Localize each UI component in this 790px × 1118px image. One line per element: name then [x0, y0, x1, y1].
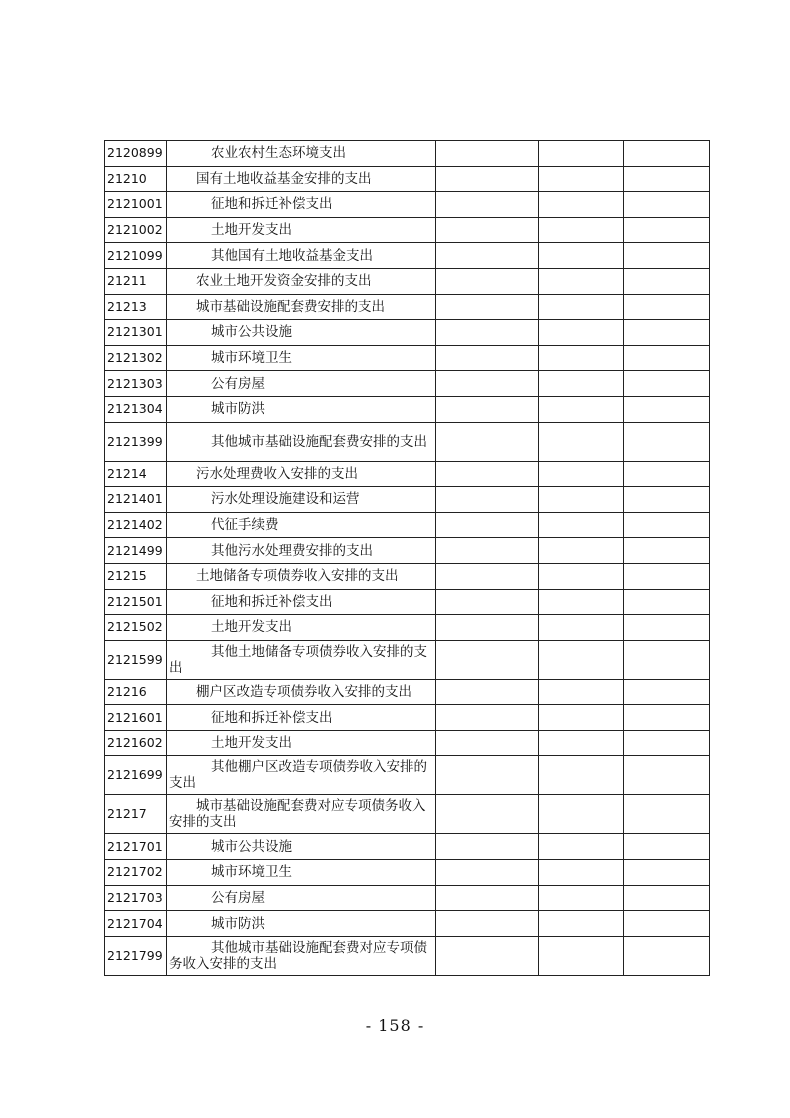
- subject-name-cell: [167, 461, 436, 487]
- subject-name-cell: [167, 705, 436, 731]
- subject-code-cell: 2121001: [105, 192, 167, 218]
- subject-name-cell: [167, 860, 436, 886]
- subject-code-cell: 2121002: [105, 217, 167, 243]
- subject-name-text: 代征手续费: [211, 517, 279, 534]
- subject-name-cell: [167, 422, 436, 461]
- amount-cell: [624, 294, 710, 320]
- amount-cell: [436, 705, 539, 731]
- subject-name-text: 城市防洪: [211, 401, 265, 418]
- subject-code-cell: 2121303: [105, 371, 167, 397]
- subject-name-text: 公有房屋: [211, 889, 265, 906]
- table-row: [105, 756, 710, 795]
- amount-cell: [436, 461, 539, 487]
- page-number: - 158 -: [365, 1016, 425, 1035]
- subject-code-cell: 2120899: [105, 141, 167, 167]
- subject-code-cell: 21210: [105, 166, 167, 192]
- amount-cell: [436, 679, 539, 705]
- amount-cell: [436, 538, 539, 564]
- table-row: [105, 615, 710, 641]
- table-row: [105, 640, 710, 679]
- amount-cell: [539, 834, 624, 860]
- subject-name-cell: [167, 192, 436, 218]
- amount-cell: [624, 345, 710, 371]
- amount-cell: [624, 320, 710, 346]
- amount-cell: [436, 371, 539, 397]
- subject-name-text: 农业土地开发资金安排的支出: [196, 273, 372, 290]
- subject-name-text: 城市基础设施配套费安排的支出: [196, 298, 385, 315]
- amount-cell: [539, 705, 624, 731]
- subject-code-cell: 2121301: [105, 320, 167, 346]
- subject-code-cell: 21215: [105, 563, 167, 589]
- amount-cell: [624, 911, 710, 937]
- table-row: [105, 563, 710, 589]
- amount-cell: [436, 589, 539, 615]
- amount-cell: [539, 885, 624, 911]
- amount-cell: [624, 885, 710, 911]
- subject-name-text: 污水处理设施建设和运营: [211, 491, 360, 508]
- subject-code-cell: 2121304: [105, 396, 167, 422]
- amount-cell: [624, 166, 710, 192]
- subject-name-cell: [167, 563, 436, 589]
- subject-name-text: 污水处理费收入安排的支出: [196, 465, 358, 482]
- table-row: [105, 936, 710, 975]
- subject-name-text: 其他城市基础设施配套费安排的支出: [211, 433, 427, 450]
- amount-cell: [624, 538, 710, 564]
- amount-cell: [436, 563, 539, 589]
- subject-name-text: 城市公共设施: [211, 838, 292, 855]
- amount-cell: [624, 512, 710, 538]
- amount-cell: [436, 730, 539, 756]
- subject-name-cell: [167, 834, 436, 860]
- subject-code-cell: 2121499: [105, 538, 167, 564]
- amount-cell: [436, 860, 539, 886]
- amount-cell: [624, 422, 710, 461]
- table-row: [105, 217, 710, 243]
- subject-name-text: 其他国有土地收益基金支出: [211, 247, 373, 264]
- subject-name-cell: [167, 320, 436, 346]
- table-row: [105, 371, 710, 397]
- amount-cell: [436, 294, 539, 320]
- subject-code-cell: 2121599: [105, 640, 167, 679]
- subject-code-cell: 2121402: [105, 512, 167, 538]
- amount-cell: [624, 705, 710, 731]
- amount-cell: [624, 730, 710, 756]
- table-row: [105, 589, 710, 615]
- subject-name-cell: [167, 243, 436, 269]
- amount-cell: [539, 371, 624, 397]
- subject-code-cell: 2121701: [105, 834, 167, 860]
- subject-name-text: 征地和拆迁补偿支出: [211, 709, 333, 726]
- subject-name-text: 土地储备专项债券收入安排的支出: [196, 568, 399, 585]
- amount-cell: [624, 640, 710, 679]
- table-row: [105, 487, 710, 513]
- subject-name-cell: [167, 756, 436, 795]
- subject-code-cell: 2121602: [105, 730, 167, 756]
- amount-cell: [539, 141, 624, 167]
- amount-cell: [539, 640, 624, 679]
- subject-name-text: 其他棚户区改造专项债券收入安排的支出: [169, 759, 427, 792]
- table-row: [105, 860, 710, 886]
- table-row: [105, 294, 710, 320]
- amount-cell: [539, 345, 624, 371]
- subject-name-cell: [167, 166, 436, 192]
- subject-name-cell: [167, 371, 436, 397]
- subject-name-text: 城市环境卫生: [211, 350, 292, 367]
- amount-cell: [436, 640, 539, 679]
- table-row: [105, 705, 710, 731]
- amount-cell: [539, 589, 624, 615]
- subject-name-cell: [167, 615, 436, 641]
- amount-cell: [624, 141, 710, 167]
- amount-cell: [539, 217, 624, 243]
- amount-cell: [624, 679, 710, 705]
- subject-code-cell: 21214: [105, 461, 167, 487]
- subject-name-cell: [167, 795, 436, 834]
- subject-name-text: 征地和拆迁补偿支出: [211, 593, 333, 610]
- subject-code-cell: 2121703: [105, 885, 167, 911]
- table-row: [105, 512, 710, 538]
- amount-cell: [436, 834, 539, 860]
- subject-code-cell: 2121699: [105, 756, 167, 795]
- subject-name-cell: [167, 911, 436, 937]
- amount-cell: [624, 860, 710, 886]
- subject-code-cell: 21213: [105, 294, 167, 320]
- amount-cell: [539, 320, 624, 346]
- amount-cell: [624, 396, 710, 422]
- subject-name-text: 土地开发支出: [211, 222, 292, 239]
- subject-name-cell: [167, 589, 436, 615]
- amount-cell: [539, 487, 624, 513]
- subject-code-cell: 2121501: [105, 589, 167, 615]
- subject-code-cell: 2121302: [105, 345, 167, 371]
- subject-code-cell: 2121502: [105, 615, 167, 641]
- table-row: [105, 679, 710, 705]
- amount-cell: [436, 487, 539, 513]
- subject-name-text: 其他城市基础设施配套费对应专项债务收入安排的支出: [169, 939, 427, 972]
- subject-name-text: 棚户区改造专项债券收入安排的支出: [196, 683, 412, 700]
- amount-cell: [539, 615, 624, 641]
- table-row: [105, 538, 710, 564]
- amount-cell: [436, 166, 539, 192]
- amount-cell: [539, 795, 624, 834]
- subject-name-cell: [167, 268, 436, 294]
- amount-cell: [539, 512, 624, 538]
- amount-cell: [436, 756, 539, 795]
- amount-cell: [624, 936, 710, 975]
- subject-name-text: 国有土地收益基金安排的支出: [196, 170, 372, 187]
- subject-name-cell: [167, 640, 436, 679]
- amount-cell: [624, 795, 710, 834]
- subject-code-cell: 2121401: [105, 487, 167, 513]
- amount-cell: [539, 756, 624, 795]
- amount-cell: [539, 268, 624, 294]
- amount-cell: [436, 268, 539, 294]
- subject-name-text: 城市公共设施: [211, 324, 292, 341]
- amount-cell: [539, 538, 624, 564]
- subject-name-cell: [167, 345, 436, 371]
- subject-name-text: 城市环境卫生: [211, 864, 292, 881]
- amount-cell: [624, 461, 710, 487]
- amount-cell: [436, 795, 539, 834]
- subject-name-text: 城市防洪: [211, 915, 265, 932]
- amount-cell: [624, 589, 710, 615]
- subject-name-cell: [167, 141, 436, 167]
- subject-code-cell: 2121099: [105, 243, 167, 269]
- amount-cell: [539, 679, 624, 705]
- amount-cell: [436, 320, 539, 346]
- subject-name-cell: [167, 679, 436, 705]
- amount-cell: [624, 371, 710, 397]
- subject-code-cell: 2121399: [105, 422, 167, 461]
- subject-name-text: 土地开发支出: [211, 735, 292, 752]
- subject-name-text: 征地和拆迁补偿支出: [211, 196, 333, 213]
- amount-cell: [539, 461, 624, 487]
- subject-name-cell: [167, 396, 436, 422]
- table-row: [105, 730, 710, 756]
- amount-cell: [624, 615, 710, 641]
- amount-cell: [624, 192, 710, 218]
- subject-code-cell: 2121799: [105, 936, 167, 975]
- amount-cell: [624, 243, 710, 269]
- table-row: [105, 141, 710, 167]
- table-row: [105, 166, 710, 192]
- table-row: [105, 885, 710, 911]
- subject-name-cell: [167, 538, 436, 564]
- subject-name-cell: [167, 294, 436, 320]
- subject-name-cell: [167, 217, 436, 243]
- amount-cell: [436, 615, 539, 641]
- amount-cell: [539, 192, 624, 218]
- amount-cell: [436, 345, 539, 371]
- amount-cell: [624, 834, 710, 860]
- subject-name-cell: [167, 487, 436, 513]
- subject-name-text: 其他污水处理费安排的支出: [211, 542, 373, 559]
- amount-cell: [436, 192, 539, 218]
- table-body: [105, 141, 710, 976]
- amount-cell: [539, 730, 624, 756]
- subject-name-text: 土地开发支出: [211, 619, 292, 636]
- subject-code-cell: 2121601: [105, 705, 167, 731]
- amount-cell: [539, 860, 624, 886]
- subject-code-cell: 21211: [105, 268, 167, 294]
- amount-cell: [624, 756, 710, 795]
- table-row: [105, 911, 710, 937]
- table-row: [105, 396, 710, 422]
- table-row: [105, 422, 710, 461]
- budget-expenditure-table: [104, 140, 710, 976]
- table-row: [105, 834, 710, 860]
- amount-cell: [539, 294, 624, 320]
- subject-name-cell: [167, 936, 436, 975]
- amount-cell: [436, 885, 539, 911]
- table-row: [105, 268, 710, 294]
- amount-cell: [539, 243, 624, 269]
- amount-cell: [436, 422, 539, 461]
- table-row: [105, 320, 710, 346]
- subject-name-text: 农业农村生态环境支出: [211, 145, 346, 162]
- subject-name-text: 城市基础设施配套费对应专项债务收入安排的支出: [169, 798, 426, 831]
- table-row: [105, 345, 710, 371]
- table-row: [105, 461, 710, 487]
- amount-cell: [436, 512, 539, 538]
- amount-cell: [436, 217, 539, 243]
- amount-cell: [436, 141, 539, 167]
- amount-cell: [539, 936, 624, 975]
- subject-code-cell: 2121704: [105, 911, 167, 937]
- amount-cell: [539, 396, 624, 422]
- subject-code-cell: 21217: [105, 795, 167, 834]
- amount-cell: [539, 422, 624, 461]
- amount-cell: [436, 243, 539, 269]
- amount-cell: [624, 563, 710, 589]
- amount-cell: [539, 563, 624, 589]
- amount-cell: [436, 396, 539, 422]
- subject-name-text: 公有房屋: [211, 375, 265, 392]
- subject-name-cell: [167, 885, 436, 911]
- table-row: [105, 243, 710, 269]
- amount-cell: [624, 217, 710, 243]
- amount-cell: [539, 911, 624, 937]
- amount-cell: [436, 936, 539, 975]
- amount-cell: [436, 911, 539, 937]
- amount-cell: [539, 166, 624, 192]
- subject-code-cell: 21216: [105, 679, 167, 705]
- table-row: [105, 192, 710, 218]
- table-row: [105, 795, 710, 834]
- subject-name-cell: [167, 730, 436, 756]
- subject-name-cell: [167, 512, 436, 538]
- subject-name-text: 其他土地储备专项债券收入安排的支出: [169, 643, 427, 676]
- amount-cell: [624, 268, 710, 294]
- amount-cell: [624, 487, 710, 513]
- subject-code-cell: 2121702: [105, 860, 167, 886]
